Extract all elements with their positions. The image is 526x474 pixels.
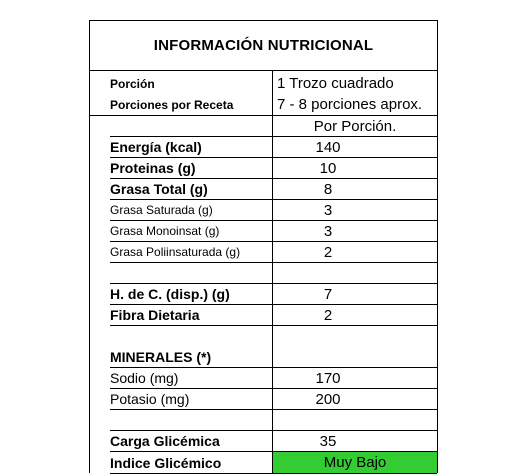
carga-glicemica-value: 35: [319, 432, 337, 450]
nutrition-table: [89, 20, 438, 473]
porciones-receta-value: 7 - 8 porciones aprox.: [277, 95, 423, 113]
divider: [110, 325, 437, 326]
row-label-sodio: Sodio (mg): [110, 370, 179, 386]
row-label-hidratos: H. de C. (disp.) (g): [110, 286, 230, 302]
column-header: Por Porción.: [313, 117, 397, 135]
row-value-grasa-total: 8: [323, 180, 333, 198]
carga-glicemica-label: Carga Glicémica: [110, 433, 220, 449]
row-value-proteinas: 10: [319, 159, 337, 177]
row-label-grasa-total: Grasa Total (g): [110, 181, 208, 197]
row-label-potasio: Potasio (mg): [110, 391, 190, 407]
divider: [110, 409, 437, 410]
table-title: INFORMACIÓN NUTRICIONAL: [153, 37, 374, 54]
row-label-proteinas: Proteinas (g): [110, 160, 196, 176]
minerales-heading: MINERALES (*): [110, 349, 212, 365]
porcion-value: 1 Trozo cuadrado: [277, 74, 394, 92]
row-label-fibra: Fibra Dietaria: [110, 307, 200, 323]
indice-glicemico-value: Muy Bajo: [273, 452, 437, 473]
row-label-grasa-monoinsat: Grasa Monoinsat (g): [110, 224, 220, 238]
row-label-grasa-poliinsaturada: Grasa Poliinsaturada (g): [110, 245, 241, 259]
row-label-grasa-saturada: Grasa Saturada (g): [110, 203, 213, 217]
row-label-energia: Energía (kcal): [110, 139, 202, 155]
divider: [90, 70, 437, 71]
row-value-fibra: 2: [323, 306, 333, 324]
row-value-sodio: 170: [315, 369, 341, 387]
porcion-label: Porción: [110, 77, 155, 91]
indice-glicemico-label: Indice Glicémico: [110, 454, 222, 471]
porciones-receta-label: Porciones por Receta: [110, 98, 234, 112]
row-value-grasa-saturada: 3: [323, 201, 333, 219]
divider: [110, 262, 437, 263]
row-value-grasa-monoinsat: 3: [323, 222, 333, 240]
row-value-grasa-poliinsaturada: 2: [323, 243, 333, 261]
row-value-hidratos: 7: [323, 285, 333, 303]
row-value-potasio: 200: [315, 390, 341, 408]
row-value-energia: 140: [315, 138, 341, 156]
